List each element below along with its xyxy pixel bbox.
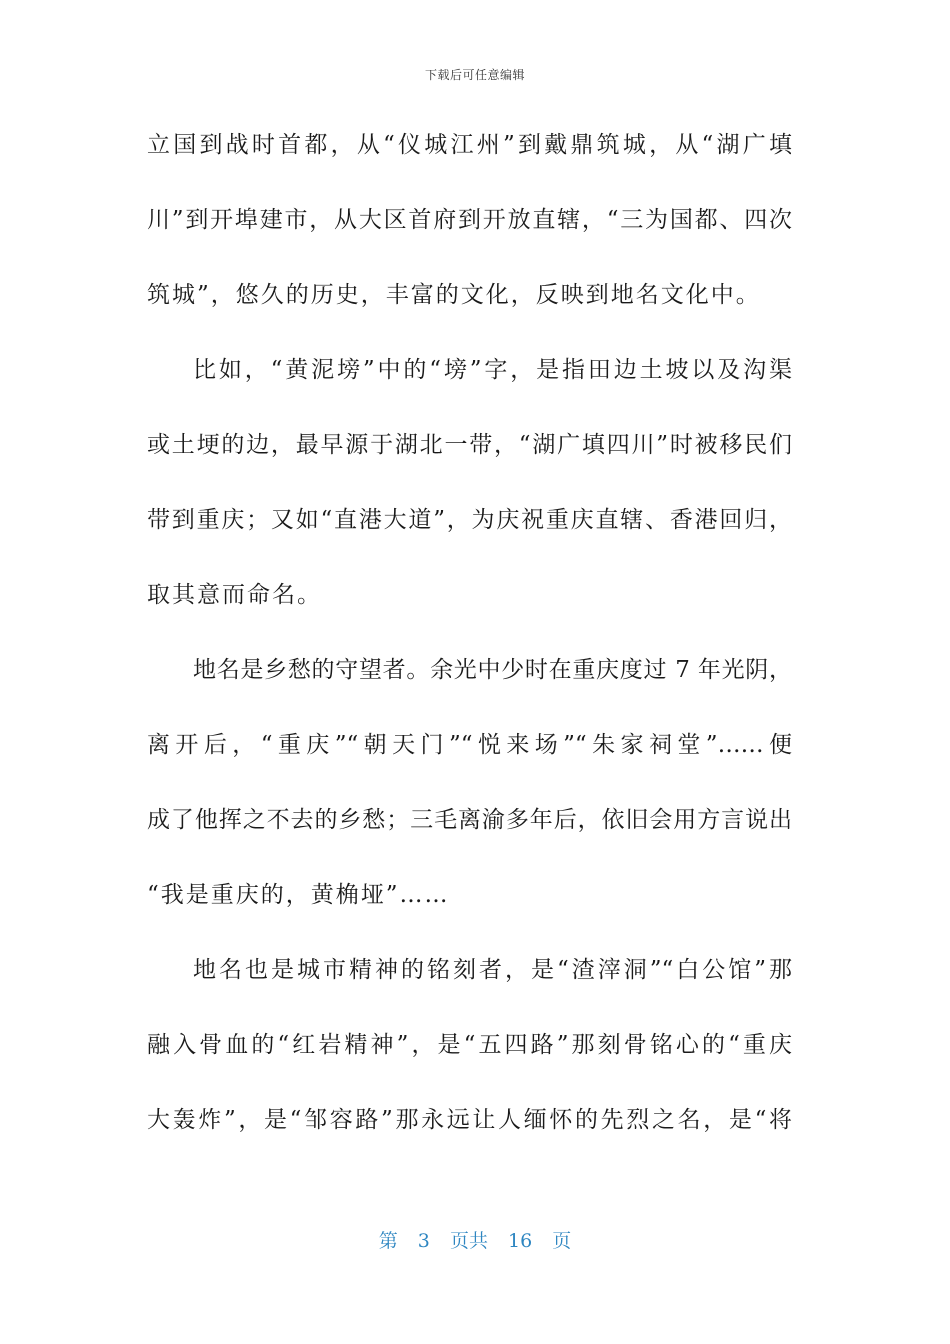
text-line: 取其意而命名。: [147, 582, 322, 608]
text-line: 地名是乡愁的守望者。余光中少时在重庆度过 7 年光阴，: [193, 657, 792, 683]
text-line: 成了他挥之不去的乡愁；三毛离渝多年后，依旧会用方言说出: [147, 807, 792, 833]
current-page-number: 3: [417, 1230, 430, 1252]
text-line: 或土埂的边，最早源于湖北一带，“湖广填四川”时被移民们: [147, 432, 792, 458]
page-footer: [0, 1226, 950, 1253]
page-label-mid: 页共: [449, 1230, 488, 1252]
text-line: 筑城”，悠久的历史，丰富的文化，反映到地名文化中。: [147, 282, 761, 308]
text-line: “我是重庆的，黄桷垭”……: [147, 882, 450, 908]
page-label-prefix: 第: [378, 1230, 398, 1252]
text-line: 川”到开埠建市，从大区首府到开放直辖，“三为国都、四次: [147, 207, 792, 233]
text-line: 立国到战时首都，从“仪城江州”到戴鼎筑城，从“湖广填: [147, 132, 792, 158]
total-pages-number: 16: [508, 1230, 533, 1252]
page-header: 下载后可任意编辑: [424, 68, 525, 82]
page-label-suffix: 页: [552, 1230, 572, 1252]
text-line: 离开后，“重庆”“朝天门”“悦来场”“朱家祠堂”……便: [147, 732, 792, 758]
text-line: 融入骨血的“红岩精神”，是“五四路”那刻骨铭心的“重庆: [147, 1032, 792, 1058]
document-body: [147, 118, 792, 1168]
text-line: 大轰炸”，是“邹容路”那永远让人缅怀的先烈之名，是“将: [147, 1107, 792, 1133]
text-line: 地名也是城市精神的铭刻者，是“渣滓洞”“白公馆”那: [193, 957, 792, 983]
text-line: 带到重庆；又如“直港大道”，为庆祝重庆直辖、香港回归，: [147, 507, 792, 533]
text-line: 比如，“黄泥塝”中的“塝”字，是指田边土坡以及沟渠: [193, 357, 792, 383]
